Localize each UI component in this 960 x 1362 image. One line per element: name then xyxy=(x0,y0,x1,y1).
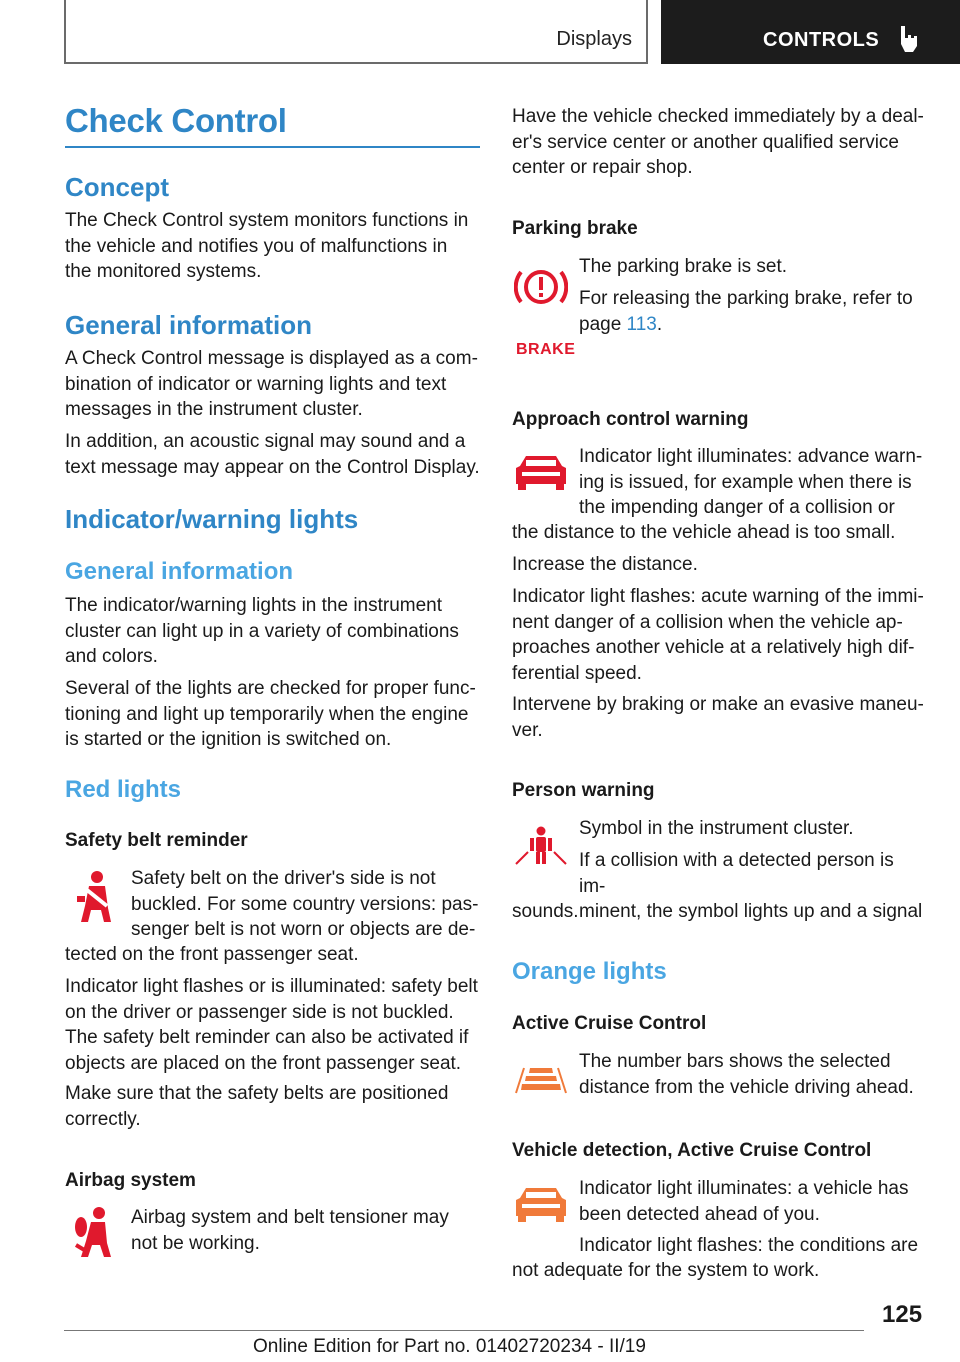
text-line: Make sure that the safety belts are positioned xyxy=(65,1083,449,1104)
indicator-p1 xyxy=(65,593,459,670)
vehicle-detected-icon xyxy=(514,1184,568,1226)
text-line: Airbag system and belt tensioner may xyxy=(131,1207,449,1228)
text-line: buckled. For some country versions: pas‐ xyxy=(131,893,479,915)
text-line: tioning and light up temporarily when the engine xyxy=(65,703,469,725)
text-line: er's service center or another qualified service xyxy=(512,131,899,153)
text-line: Indicator light flashes or is illuminated: safety belt xyxy=(65,976,478,997)
text-line: not be working. xyxy=(131,1232,260,1254)
text-line: ing is issued, for example when there is xyxy=(579,471,912,493)
text-line: and colors. xyxy=(65,646,158,667)
edition-footer: Online Edition for Part no. 01402720234 - II/19 xyxy=(253,1336,646,1357)
text-line: the monitored systems. xyxy=(65,261,262,282)
general-info-heading: General information xyxy=(65,310,313,340)
text-line: the impending danger of a collision or xyxy=(579,497,895,518)
concept-text xyxy=(65,208,468,285)
text-line: Safety belt on the driver's side is not xyxy=(131,868,436,889)
text-line: objects are placed on the front passenger seat. xyxy=(65,1052,462,1074)
text-line: messages in the instrument cluster. xyxy=(65,399,363,420)
safety-belt-heading: Safety belt reminder xyxy=(65,830,248,851)
text-line: Have the vehicle checked immediately by a deal‐ xyxy=(512,106,924,127)
detection-p2-indent: Indicator light flashes: the conditions are xyxy=(579,1235,919,1256)
text-line: Several of the lights are checked for proper func‐ xyxy=(65,678,476,699)
text-line: is started or the ignition is switched on. xyxy=(65,729,392,750)
footer-rule xyxy=(64,1330,864,1331)
person-p2-wrap: sounds. xyxy=(512,901,579,922)
airbag-heading: Airbag system xyxy=(65,1170,196,1191)
airbag-text xyxy=(131,1205,449,1256)
indicator-lights-heading: Indicator/warning lights xyxy=(65,504,359,534)
text-line: The indicator/warning lights in the instrument xyxy=(65,595,443,616)
text-line: In addition, an acoustic signal may sound and a xyxy=(65,431,466,452)
text-line: been detected ahead of you. xyxy=(579,1203,820,1225)
text-fragment: page xyxy=(579,313,627,335)
safety-belt-p3 xyxy=(65,1081,448,1132)
header-section-label: Displays xyxy=(556,28,632,50)
approach-p4 xyxy=(512,692,924,743)
text-line: Indicator light illuminates: advance warn‐ xyxy=(579,446,923,467)
page-number: 125 xyxy=(882,1301,923,1328)
text-line: correctly. xyxy=(65,1108,141,1130)
brake-icon-text: BRAKE xyxy=(516,341,576,358)
distance-bars-icon xyxy=(514,1066,568,1094)
text-line: nent danger of a collision when the vehicle ap‐ xyxy=(512,611,903,633)
parking-brake-heading: Parking brake xyxy=(512,218,638,239)
text-line: senger belt is not worn or objects are de‐ xyxy=(131,919,476,940)
acc-heading: Active Cruise Control xyxy=(512,1013,707,1034)
detection-heading: Vehicle detection, Active Cruise Control xyxy=(512,1140,872,1161)
text-line: ver. xyxy=(512,719,543,741)
text-line: The safety belt reminder can also be activated if xyxy=(65,1027,469,1048)
approach-heading: Approach control warning xyxy=(512,409,749,430)
text-line: Intervene by braking or make an evasive maneu‐ xyxy=(512,694,924,715)
approach-p3 xyxy=(512,584,924,686)
concept-heading: Concept xyxy=(65,172,169,202)
parking-brake-p1: The parking brake is set. xyxy=(579,256,788,277)
text-line: If a collision with a detected person is im‐ xyxy=(579,850,894,897)
pointing-hand-icon xyxy=(896,24,922,54)
text-line: The Check Control system monitors functions in xyxy=(65,210,469,231)
text-line: proaches another vehicle at a relatively high dif‐ xyxy=(512,637,915,658)
header-chapter-label: CONTROLS xyxy=(763,29,880,51)
approach-p2: Increase the distance. xyxy=(512,554,698,575)
safety-belt-p2 xyxy=(65,974,478,1076)
text-line: minent, the symbol lights up and a signal xyxy=(579,901,923,922)
text-line xyxy=(579,312,913,338)
acc-text xyxy=(579,1049,914,1100)
detection-p1 xyxy=(579,1176,909,1227)
text-fragment: . xyxy=(656,313,663,335)
approach-p1-wrap: the distance to the vehicle ahead is too small. xyxy=(512,522,896,543)
text-line: For releasing the parking brake, refer to xyxy=(579,288,913,309)
approach-warning-car-icon xyxy=(514,452,568,494)
person-heading: Person warning xyxy=(512,780,655,801)
general-info-p2 xyxy=(65,429,480,480)
safety-belt-p1-indent xyxy=(131,866,478,943)
general-info-p1 xyxy=(65,346,478,423)
airbag-icon xyxy=(73,1205,119,1261)
detection-p2-wrap: not adequate for the system to work. xyxy=(512,1260,820,1281)
text-line: Indicator light illuminates: a vehicle has xyxy=(579,1178,909,1199)
text-line: ferential speed. xyxy=(512,662,642,684)
text-line: bination of indicator or warning lights and text xyxy=(65,373,447,395)
safety-belt-p1-wrap: tected on the front passenger seat. xyxy=(65,944,359,965)
indicator-general-heading: General information xyxy=(65,558,294,585)
text-line: distance from the vehicle driving ahead. xyxy=(579,1076,914,1098)
person-warning-icon xyxy=(514,826,568,866)
intro-text xyxy=(512,104,924,181)
header-section-frame xyxy=(64,0,648,64)
header-chapter-tab xyxy=(661,0,960,64)
text-line: Indicator light flashes: acute warning of the immi‐ xyxy=(512,586,924,607)
text-line: cluster can light up in a variety of combinations xyxy=(65,620,459,642)
orange-lights-heading: Orange lights xyxy=(512,958,667,985)
text-line: The number bars shows the selected xyxy=(579,1051,891,1072)
approach-p1-indent xyxy=(579,444,922,521)
person-p1: Symbol in the instrument cluster. xyxy=(579,818,854,839)
parking-brake-p2 xyxy=(579,286,913,337)
text-line: on the driver or passenger side is not buckled. xyxy=(65,1001,454,1023)
text-line: center or repair shop. xyxy=(512,157,693,178)
person-p2-indent xyxy=(579,848,924,925)
page-title: Check Control xyxy=(65,102,287,139)
text-line: text message may appear on the Control Display. xyxy=(65,456,480,478)
text-line: the vehicle and notifies you of malfunctions in xyxy=(65,235,448,257)
indicator-p2 xyxy=(65,676,476,753)
parking-brake-icon xyxy=(514,264,568,310)
title-rule xyxy=(65,146,480,148)
seatbelt-icon xyxy=(75,870,117,926)
text-line: A Check Control message is displayed as a com‐ xyxy=(65,348,478,369)
red-lights-heading: Red lights xyxy=(65,776,182,803)
page-reference-link[interactable]: 113 xyxy=(626,313,657,335)
